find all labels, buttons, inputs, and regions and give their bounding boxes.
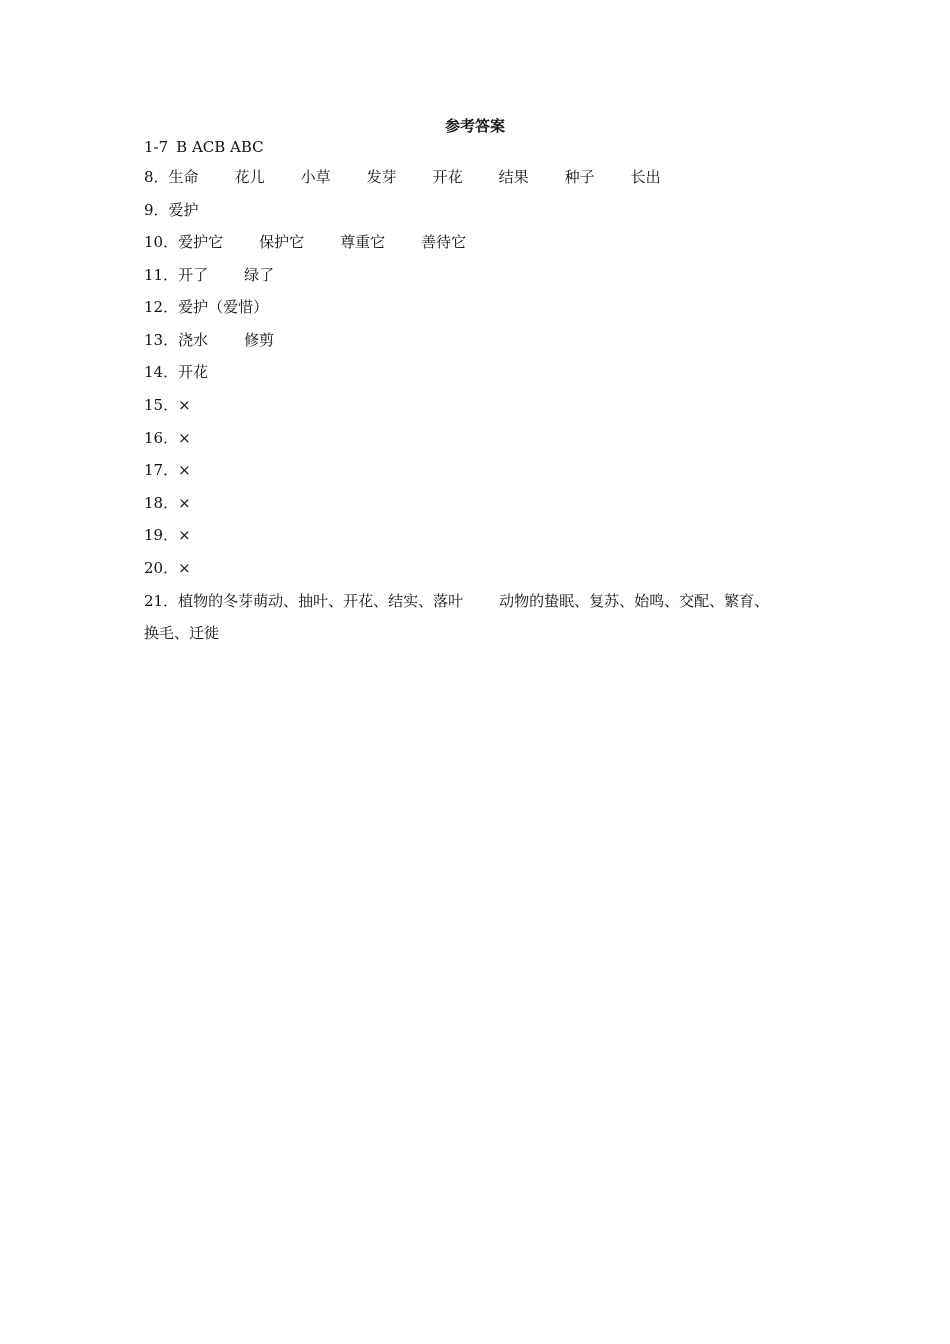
question-number: 1-7 (144, 138, 169, 156)
answer-line (144, 492, 191, 514)
answer-text: 爱护它 (178, 233, 224, 251)
answer-text: 绿了 (244, 266, 275, 284)
answer-line (144, 166, 661, 188)
answer-line (144, 427, 191, 449)
question-number: 15． (144, 396, 179, 414)
answer-text: 换毛、迁徙 (144, 624, 220, 642)
answer-text: 尊重它 (340, 233, 386, 251)
answer-line (144, 361, 208, 383)
answer-line (144, 590, 769, 612)
answer-text: × (178, 396, 191, 414)
answer-text: 花儿 (234, 168, 265, 186)
answer-line (144, 231, 466, 253)
answer-text: 结果 (498, 168, 529, 186)
answer-line (144, 199, 199, 221)
answer-text: 种子 (564, 168, 595, 186)
question-number: 16． (144, 429, 179, 447)
answer-text: × (178, 526, 191, 544)
answer-text: 爱护（爱惜） (178, 298, 269, 316)
question-number: 18． (144, 494, 179, 512)
question-number: 11． (144, 266, 179, 284)
page-title: 参考答案 (444, 117, 505, 135)
answer-text: 开了 (178, 266, 209, 284)
answer-text: 浇水 (178, 331, 209, 349)
question-number: 9． (144, 201, 169, 219)
answer-text: × (178, 494, 191, 512)
question-number: 13． (144, 331, 179, 349)
answer-text: 植物的冬芽萌动、抽叶、开花、结实、落叶 (178, 592, 464, 610)
answer-text: × (178, 559, 191, 577)
question-number: 12． (144, 298, 179, 316)
answer-line (144, 296, 268, 318)
answer-text: 开花 (432, 168, 463, 186)
question-number: 10． (144, 233, 179, 251)
answer-text: 爱护 (168, 201, 199, 219)
answer-line (144, 459, 191, 481)
question-number: 8． (144, 168, 169, 186)
answer-text: 修剪 (244, 331, 275, 349)
answer-text: × (178, 461, 191, 479)
answer-text: 生命 (168, 168, 199, 186)
answer-line (144, 557, 191, 579)
answer-line (144, 524, 191, 546)
answer-line (144, 136, 264, 158)
answer-line (144, 622, 219, 644)
answer-line (144, 329, 274, 351)
question-number: 19． (144, 526, 179, 544)
answer-text: 发芽 (366, 168, 397, 186)
answer-text: B ACB ABC (176, 138, 264, 156)
answer-text: 动物的蛰眠、复苏、始鸣、交配、繁育、 (499, 592, 770, 610)
question-number: 14． (144, 363, 179, 381)
answer-text: 开花 (178, 363, 209, 381)
answer-line (144, 394, 191, 416)
answer-text: × (178, 429, 191, 447)
answer-text: 善待它 (421, 233, 467, 251)
answer-text: 小草 (300, 168, 331, 186)
question-number: 21． (144, 592, 179, 610)
answer-text: 保护它 (259, 233, 305, 251)
answer-text: 长出 (630, 168, 661, 186)
question-number: 20． (144, 559, 179, 577)
answer-line (144, 264, 274, 286)
question-number: 17． (144, 461, 179, 479)
